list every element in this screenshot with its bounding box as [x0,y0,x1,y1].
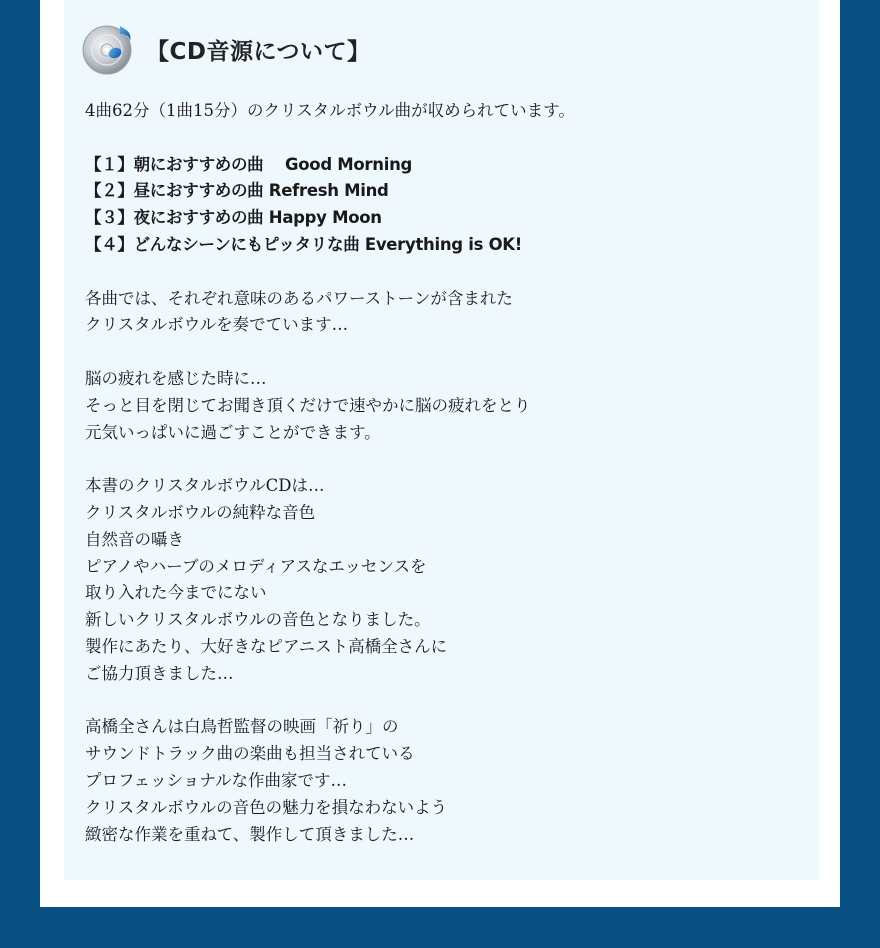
paragraph-line: 本書のクリスタルボウルCDは… [85,476,325,496]
paragraph-line: ご協力頂きました… [85,663,234,683]
section-title: 【CD音源について】 [146,38,371,65]
body-text [85,98,785,848]
paragraph-line: 製作にあたり、大好きなピアニスト高橋全さんに [85,636,448,656]
paragraph-line: 取り入れた今までにない [85,583,267,603]
paragraph-line: 元気いっぱいに過ごすことができます。 [85,422,381,442]
paragraph-line: 自然音の囁き [85,529,184,549]
paragraph-line: 新しいクリスタルボウルの音色となりました。 [85,610,431,630]
cd-music-note-icon [82,22,136,76]
track-item: 【３】夜におすすめの曲 Happy Moon [85,208,382,228]
paragraph-line: クリスタルボウルを奏でています… [85,315,349,335]
paragraph-line: クリスタルボウルの音色の魅力を損なわないよう [85,797,448,817]
paragraph-line: ピアノやハーブのメロディアスなエッセンスを [85,556,427,576]
intro-line: 4曲62分（1曲15分）のクリスタルボウル曲が収められています。 [85,101,575,120]
track-item: 【２】昼におすすめの曲 Refresh Mind [85,181,389,201]
track-item: 【１】朝におすすめの曲 Good Morning [85,154,413,174]
paragraph-line: サウンドトラック曲の楽曲も担当されている [85,744,415,764]
paragraph-line: 緻密な作業を重ねて、製作して頂きました… [85,824,415,844]
paragraph-line: そっと目を閉じてお聞き頂くだけで速やかに脳の疲れをとり [85,395,531,415]
paragraph-line: 脳の疲れを感じた時に… [85,368,267,388]
track-item: 【４】どんなシーンにもピッタリな曲 Everything is OK! [85,234,523,254]
section-heading [82,22,371,76]
paragraph-line: 高橋全さんは白鳥哲監督の映画「祈り」の [85,717,399,737]
paragraph-line: 各曲では、それぞれ意味のあるパワーストーンが含まれた [85,288,513,308]
paragraph-line: クリスタルボウルの純粋な音色 [85,502,316,522]
paragraph-line: プロフェッショナルな作曲家です… [85,770,348,790]
